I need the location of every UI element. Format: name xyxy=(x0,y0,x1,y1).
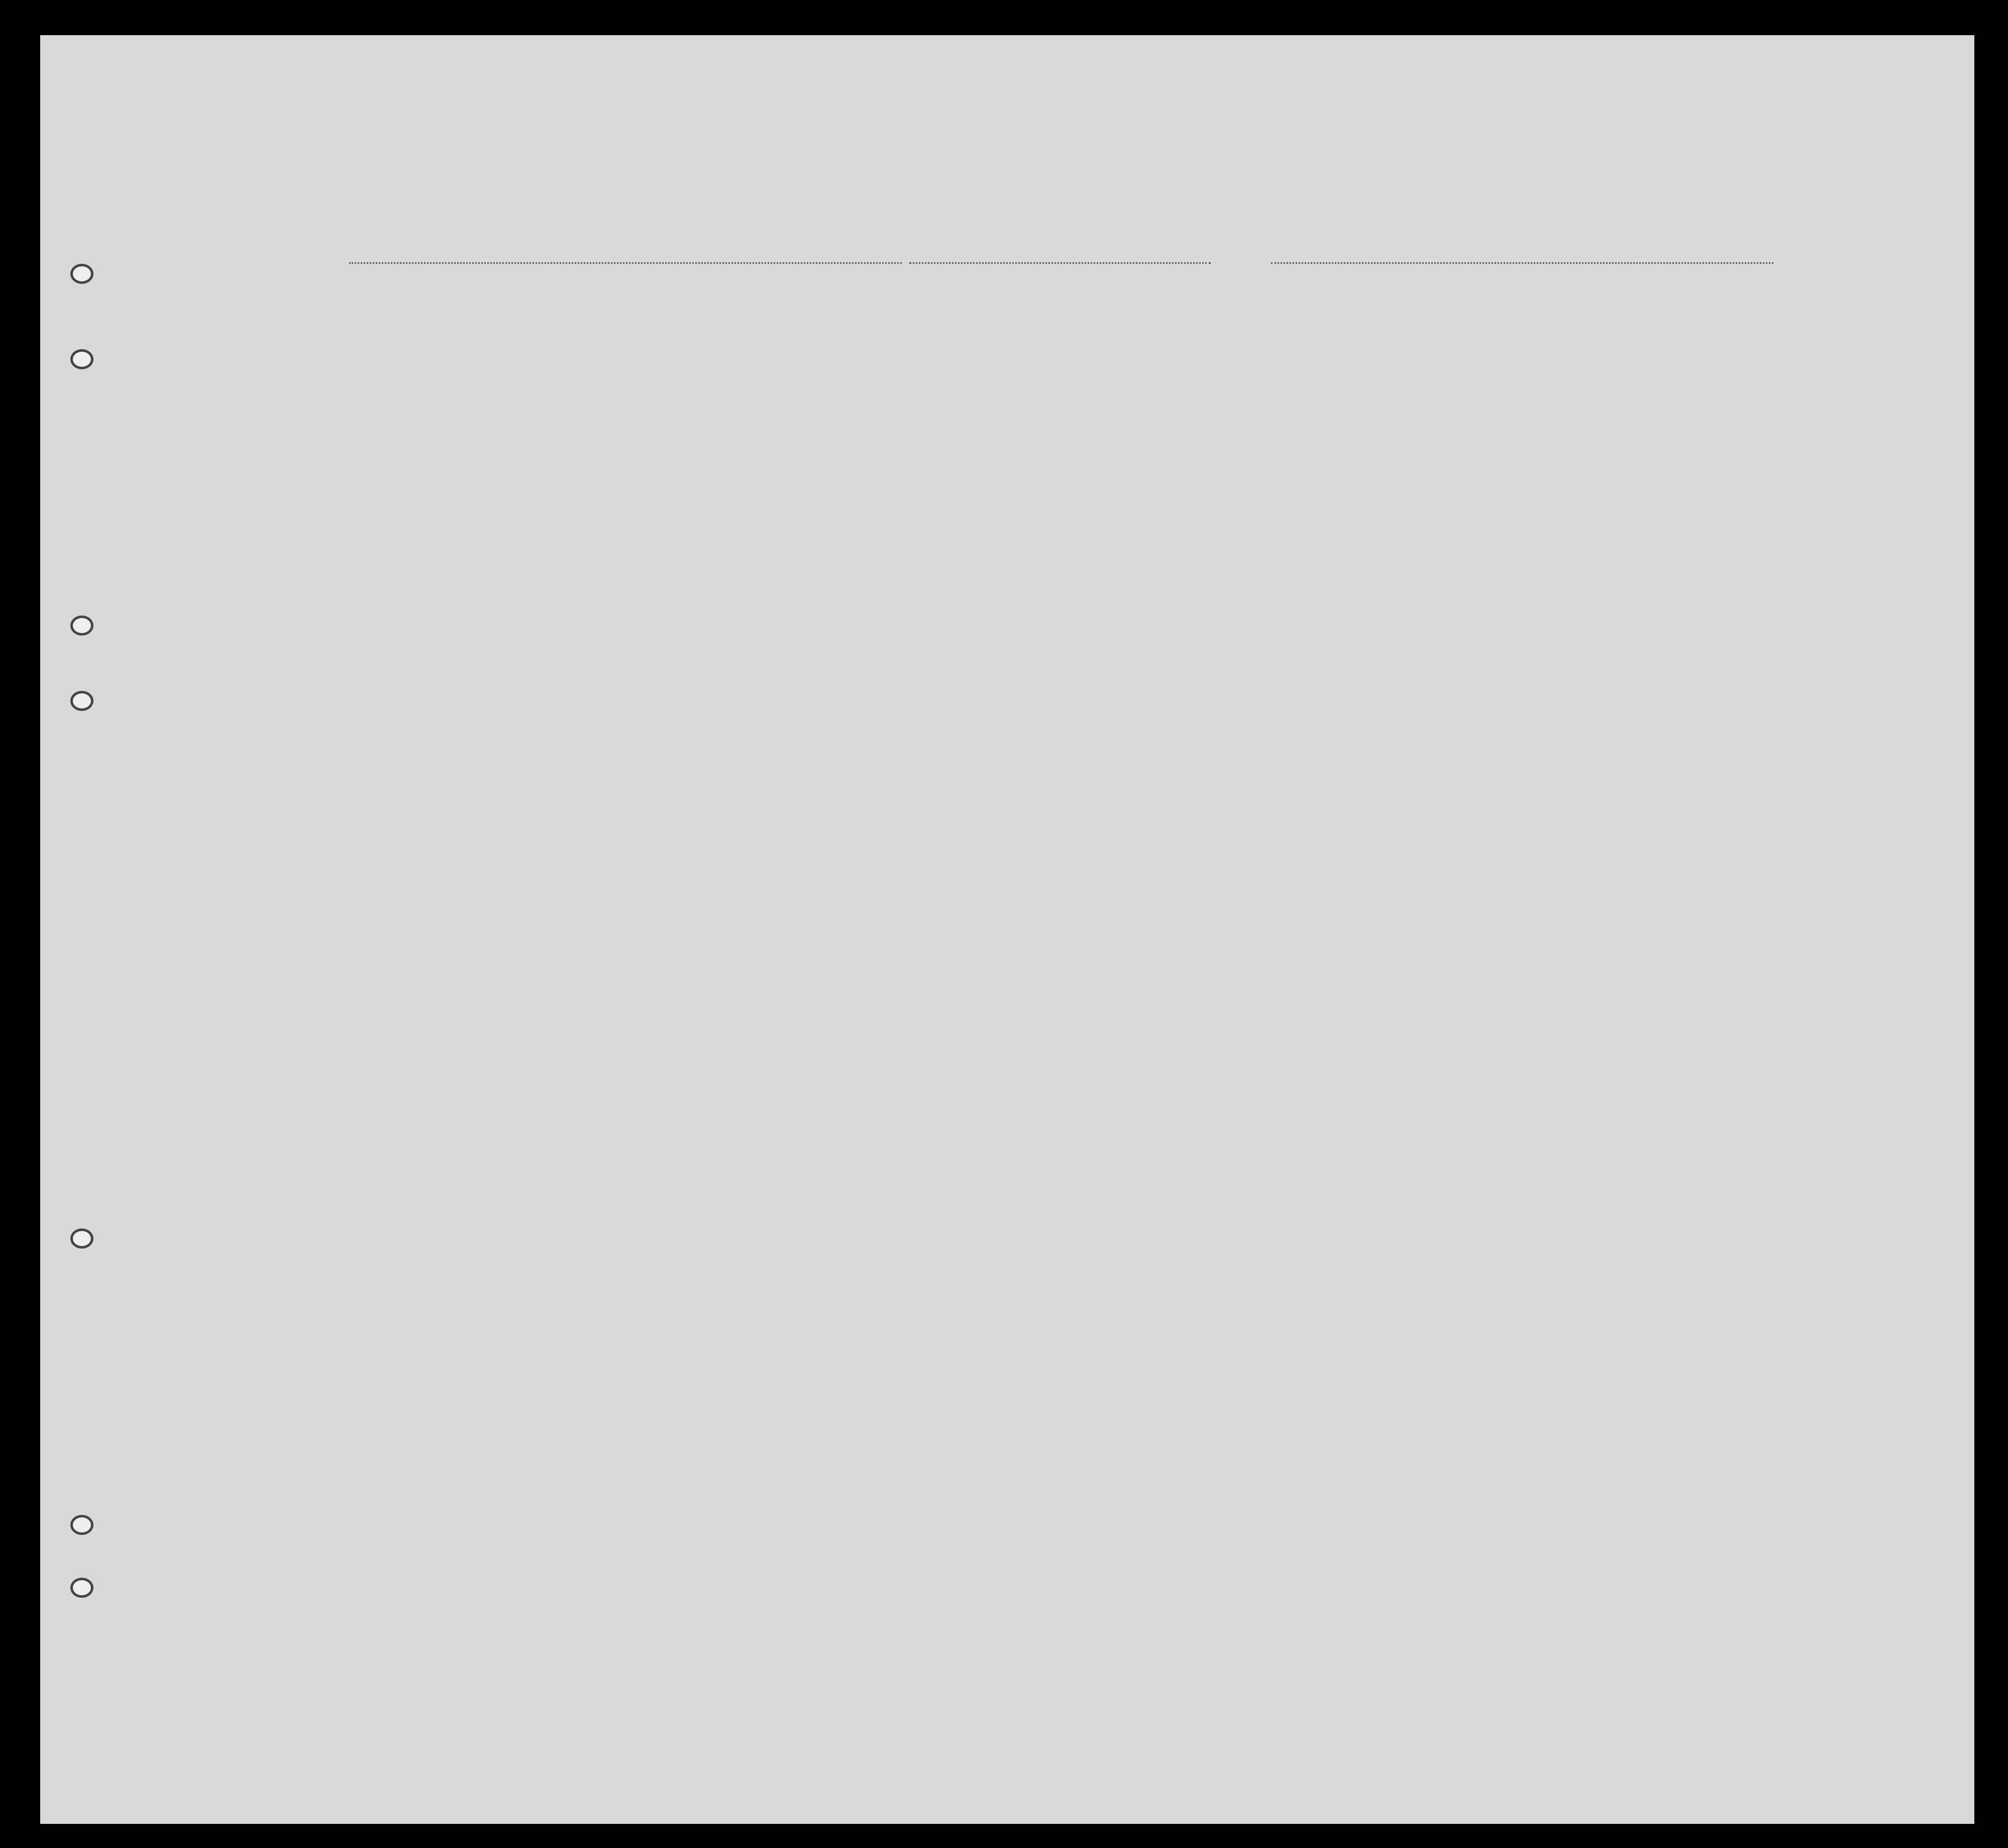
manifest-sheet xyxy=(40,35,1974,1824)
binder-hole xyxy=(70,349,93,369)
table-grid xyxy=(40,35,1974,1824)
binder-hole xyxy=(70,691,93,711)
instructions xyxy=(116,183,1673,202)
binder-hole xyxy=(70,615,93,636)
binder-hole xyxy=(70,264,93,284)
binder-hole xyxy=(70,1578,93,1598)
binder-hole xyxy=(70,1515,93,1535)
binder-hole xyxy=(70,1228,93,1249)
